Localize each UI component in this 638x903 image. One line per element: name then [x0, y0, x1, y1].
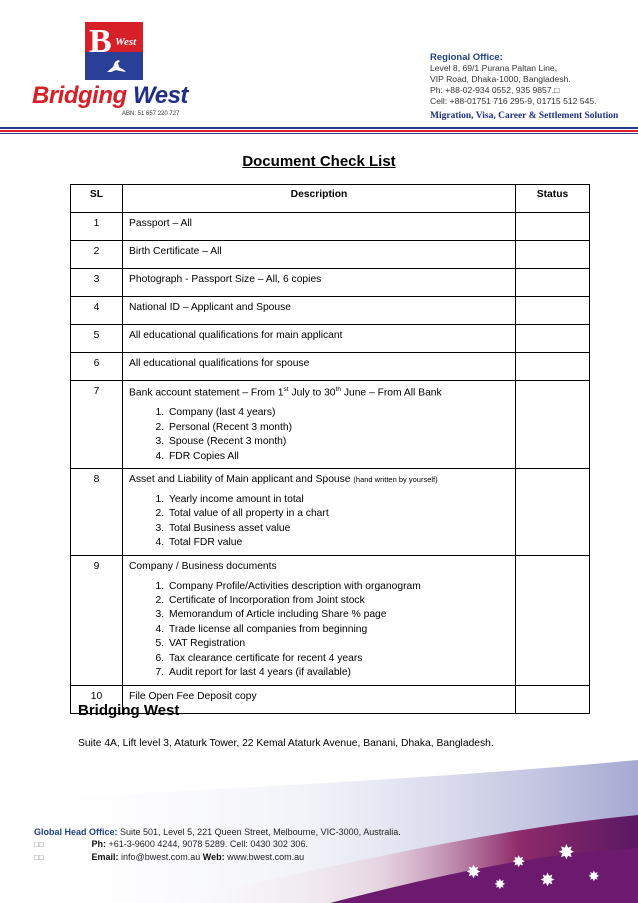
- sub-item-list: [129, 406, 509, 464]
- row-sl: 9: [71, 555, 123, 685]
- row-status: [516, 241, 590, 269]
- regional-office-block: [430, 52, 597, 107]
- header-divider-thin: [0, 133, 638, 134]
- row-sl: 3: [71, 269, 123, 297]
- star-icon: ✸: [540, 870, 556, 890]
- table-row: [71, 353, 590, 381]
- footer-contact: [34, 826, 401, 864]
- logo-letter: B: [89, 23, 112, 60]
- table-header-row: [71, 185, 590, 213]
- row-status: [516, 269, 590, 297]
- table-row: [71, 325, 590, 353]
- list-item: 5. VAT Registration: [167, 637, 509, 651]
- row-sl: 10: [71, 685, 123, 713]
- phone-value: +61-3-9600 4244, 9078 5289. Cell: 0430 302 306.: [108, 839, 308, 849]
- list-item: 1. Company Profile/Activities description with organogram: [167, 580, 509, 594]
- row-sl: 5: [71, 325, 123, 353]
- row-status: [516, 297, 590, 325]
- abn-number: ABN: 51 657 220 727: [122, 111, 180, 117]
- list-item: 2. Certificate of Incorporation from Joint stock: [167, 594, 509, 608]
- list-item: 7. Audit report for last 4 years (if available): [167, 666, 509, 680]
- table-row: [71, 469, 590, 556]
- description-text: Asset and Liability of Main applicant and Spouse: [129, 474, 351, 486]
- row-description: Photograph - Passport Size – All, 6 copies: [123, 269, 516, 297]
- regional-office-line: VIP Road, Dhaka-1000, Bangladesh.: [430, 74, 571, 84]
- table-row: [71, 241, 590, 269]
- row-description: National ID – Applicant and Spouse: [123, 297, 516, 325]
- bridging-west-logo: [30, 18, 200, 123]
- row-sl: 2: [71, 241, 123, 269]
- star-icon: ✸: [512, 854, 526, 871]
- row-status: [516, 325, 590, 353]
- table-row: [71, 297, 590, 325]
- sub-item-list: [129, 580, 509, 681]
- row-status: [516, 469, 590, 556]
- list-item: 4. Total FDR value: [167, 536, 509, 550]
- email-label: Email:: [91, 852, 119, 862]
- footer-head-office: [34, 826, 401, 838]
- web-value[interactable]: www.bwest.com.au: [227, 852, 305, 862]
- footer-phone: [34, 838, 401, 851]
- document-title: Document Check List: [242, 153, 396, 170]
- table-row: [71, 213, 590, 241]
- regional-office-title: Regional Office:: [430, 52, 503, 63]
- star-icon: ✸: [494, 876, 506, 892]
- column-header-status: Status: [516, 185, 590, 213]
- head-office-label: Global Head Office:: [34, 827, 118, 837]
- column-header-sl: SL: [71, 185, 123, 213]
- email-value[interactable]: info@bwest.com.au: [121, 852, 201, 862]
- kangaroo-icon: [105, 58, 127, 77]
- regional-office-line: Level 8, 69/1 Purana Paltan Line,: [430, 63, 558, 73]
- list-item: 4. FDR Copies All: [167, 450, 509, 464]
- description-text: July to 30: [288, 387, 336, 399]
- list-item: 2. Personal (Recent 3 month): [167, 421, 509, 435]
- row-description: Passport – All: [123, 213, 516, 241]
- regional-office-line: Ph: +88-02-934 0552, 935 9857.□: [430, 85, 560, 95]
- phone-label: Ph:: [91, 839, 107, 849]
- table-row: [71, 381, 590, 469]
- row-description: All educational qualifications for main applicant: [123, 325, 516, 353]
- row-description: File Open Fee Deposit copy: [123, 685, 516, 713]
- row-status: [516, 213, 590, 241]
- list-item: 3. Spouse (Recent 3 month): [167, 435, 509, 449]
- column-header-description: Description: [123, 185, 516, 213]
- header-divider-red: [0, 130, 638, 132]
- logo-small-text: West: [115, 36, 137, 48]
- regional-office-line: Cell: +88-01751 716 295-9, 01715 512 545.: [430, 96, 597, 106]
- company-address: Suite 4A, Lift level 3, Ataturk Tower, 22 Kemal Ataturk Avenue, Banani, Dhaka, Bangladesh.: [78, 738, 494, 749]
- description-text: Bank account statement – From 1: [129, 387, 284, 399]
- list-item: 6. Tax clearance certificate for recent 4 years: [167, 652, 509, 666]
- ordinal-suffix: th: [335, 386, 341, 393]
- table-row: [71, 555, 590, 685]
- star-icon: ✸: [558, 842, 575, 864]
- row-description: [123, 381, 516, 469]
- row-description: Birth Certificate – All: [123, 241, 516, 269]
- logo-emblem: [85, 22, 143, 80]
- list-item: 1. Yearly income amount in total: [167, 493, 509, 507]
- company-name: Bridging West: [78, 702, 180, 719]
- row-description: [123, 555, 516, 685]
- row-status: [516, 685, 590, 713]
- header-divider-blue: [0, 127, 638, 129]
- row-sl: 6: [71, 353, 123, 381]
- ordinal-suffix: st: [283, 386, 289, 393]
- checklist-table: [70, 184, 590, 714]
- row-sl: 4: [71, 297, 123, 325]
- row-sl: 7: [71, 381, 123, 469]
- list-item: 4. Trade license all companies from beginning: [167, 623, 509, 637]
- description-note: (hand written by yourself): [353, 475, 438, 485]
- footer-email: [34, 851, 401, 864]
- row-sl: 1: [71, 213, 123, 241]
- list-item: 3. Total Business asset value: [167, 522, 509, 536]
- web-label: Web:: [202, 852, 225, 862]
- tagline: Migration, Visa, Career & Settlement Solution: [430, 111, 619, 121]
- logo-name-bridging: Bridging: [32, 82, 127, 109]
- placeholder-glyph: □□: [34, 840, 44, 849]
- row-description: [123, 469, 516, 556]
- description-text: June – From All Bank: [340, 387, 442, 399]
- description-text: Company / Business documents: [129, 560, 277, 572]
- row-sl: 8: [71, 469, 123, 556]
- head-office-address: Suite 501, Level 5, 221 Queen Street, Melbourne, VIC-3000, Australia.: [120, 827, 401, 837]
- placeholder-glyph: □□: [34, 853, 44, 862]
- logo-name-west: West: [133, 82, 188, 109]
- row-status: [516, 381, 590, 469]
- row-status: [516, 353, 590, 381]
- row-status: [516, 555, 590, 685]
- sub-item-list: [129, 493, 509, 551]
- row-description: All educational qualifications for spouse: [123, 353, 516, 381]
- table-row: [71, 269, 590, 297]
- star-icon: ✸: [466, 862, 482, 882]
- list-item: 3. Memorandum of Article including Share % page: [167, 608, 509, 622]
- list-item: 2. Total value of all property in a chart: [167, 507, 509, 521]
- list-item: 1. Company (last 4 years): [167, 406, 509, 420]
- star-icon: ✸: [588, 868, 600, 884]
